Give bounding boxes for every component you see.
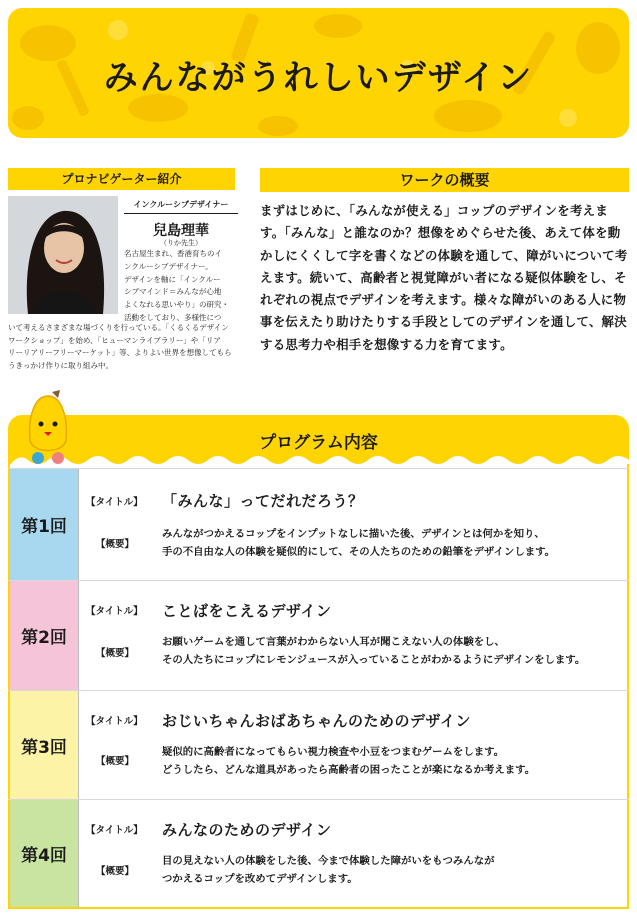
navigator-role: インクルーシブデザイナー xyxy=(133,200,229,209)
navigator-nickname: （りか先生） xyxy=(160,239,202,247)
mascot-icon xyxy=(22,388,74,466)
navigator-section-title: プロナビゲーター紹介 xyxy=(8,168,235,190)
session-title: 「みんな」ってだれだろう？ xyxy=(162,492,364,510)
bio-line: 名古屋生まれ、香港育ちのイ xyxy=(124,249,222,258)
title-label: 【タイトル】 xyxy=(86,606,143,617)
overview-label: 【概要】 xyxy=(96,648,135,659)
work-description: まずはじめに、「みんなが使える」コップのデザインを考えます。「みんな」と誰なのか？想像をめぐらせた後、あえて体を動かしにくくして字を書くなどの体験を通して、障がいについて考えます。続いて、高齢者と視覚障がい者になる疑似体験をし、それぞれの視点でデザインを考えます。様々な障がいのある人に物事を伝えたり助けたりする手段としてのデザインを通して、解決する思考力や相手を想像する力を育てます。 xyxy=(260,203,628,352)
bio-line: デザインを軸に「インクルー xyxy=(124,274,221,284)
overview-line: その人たちにコップにレモンジュースが入っていることがわかるようにデザインをします。 xyxy=(162,654,586,667)
overview-line: どうしたら、どんな道具があったら高齢者の困ったことが楽になるか考えます。 xyxy=(162,764,536,777)
session-number: 第3回 xyxy=(10,691,79,799)
session-number: 第1回 xyxy=(10,469,79,580)
title-label: 【タイトル】 xyxy=(86,497,143,508)
session-row xyxy=(8,799,629,907)
bio-line: ワークショップ」を始め、「ヒューマンライブラリー」や「リア xyxy=(8,335,221,345)
overview-label: 【概要】 xyxy=(96,756,135,767)
bio-line: 活動をしており、多様性につ xyxy=(124,312,222,322)
program-title: プログラム内容 xyxy=(259,433,378,453)
session-row xyxy=(8,690,629,799)
overview-line: つかえるコップを改めてデザインします。 xyxy=(162,873,358,886)
bio-line: いて考えるさまざまな場づくりを行っている。「くるくるデザイン xyxy=(8,323,229,332)
navigator-photo xyxy=(8,196,118,314)
navigator-name: 兒島理華 xyxy=(153,223,209,239)
session-overview xyxy=(162,633,622,670)
session-title: みんなのためのデザイン xyxy=(162,821,332,839)
overview-line: 手の不自由な人の体験を疑似的にして、その人たちのための鉛筆をデザインします。 xyxy=(162,546,556,559)
session-number: 第2回 xyxy=(10,581,79,690)
page-title: みんながうれしいデザイン xyxy=(103,58,534,98)
navigator-bio xyxy=(124,248,238,325)
bio-line: シブマインド＝みんなが心地 xyxy=(124,287,222,297)
session-overview xyxy=(162,743,622,780)
bio-line: ンクルーシブデザイナー。 xyxy=(124,261,213,271)
overview-line: お願いゲームを通して言葉がわからない人耳が聞こえない人の体験をし、 xyxy=(162,636,505,648)
session-title: ことばをこえるデザイン xyxy=(162,602,332,620)
bio-line: うきっかけ作りに取り組み中。 xyxy=(8,360,113,370)
header-banner xyxy=(8,8,629,138)
session-overview xyxy=(162,525,622,562)
session-row xyxy=(8,468,629,580)
title-label: 【タイトル】 xyxy=(86,716,143,727)
bio-line: よくなれる思いやり」の研究・ xyxy=(124,300,229,310)
session-title: おじいちゃんおばあちゃんのためのデザイン xyxy=(162,712,471,730)
overview-line: みんながつかえるコップをインプットなしに描いた後、デザインとは何かを知り、 xyxy=(162,528,545,540)
title-label: 【タイトル】 xyxy=(86,825,143,836)
divider xyxy=(124,213,238,214)
bio-line: リーリアリーフリーマーケット」等、よりよい世界を想像してもら xyxy=(8,348,232,358)
work-section-title: ワークの概要 xyxy=(260,168,629,192)
navigator-bio-continued xyxy=(8,322,243,372)
overview-label: 【概要】 xyxy=(96,539,135,550)
overview-line: 目の見えない人の体験をした後、今まで体験した障がいをもつみんなが xyxy=(162,855,495,867)
overview-label: 【概要】 xyxy=(96,866,135,877)
overview-line: 疑似的に高齢者になってもらい視力検査や小豆をつまむゲームをします。 xyxy=(162,746,505,758)
session-number: 第4回 xyxy=(10,800,79,907)
session-row xyxy=(8,580,629,690)
session-overview xyxy=(162,852,622,889)
portrait-icon xyxy=(8,196,118,314)
